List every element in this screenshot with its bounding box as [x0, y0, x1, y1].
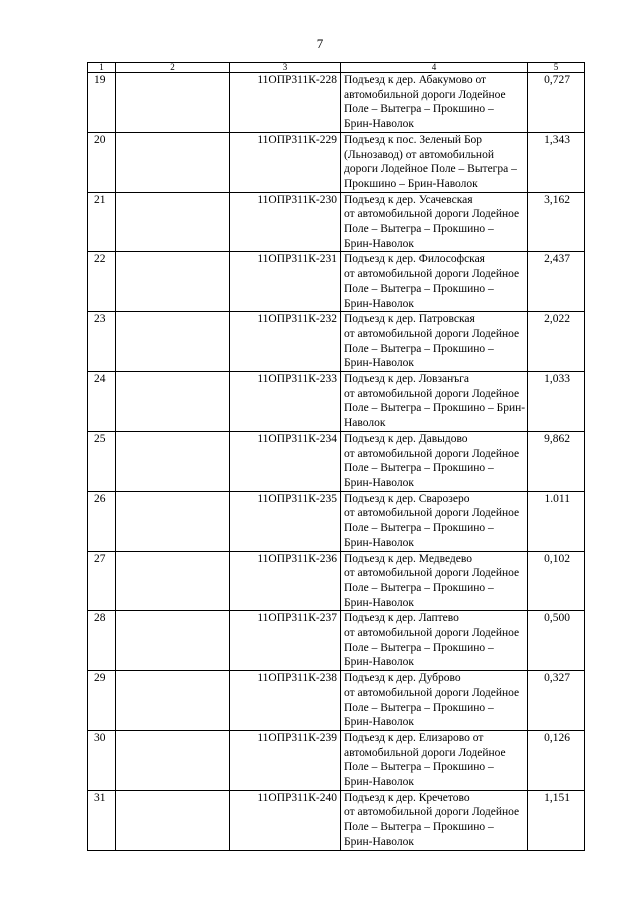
- row-number-cell: 22: [88, 252, 116, 312]
- road-length-cell: 0,500: [528, 611, 585, 671]
- empty-cell: [116, 252, 230, 312]
- road-code-cell: 11ОПР311К-231: [230, 252, 341, 312]
- road-name-line: Поле – Вытегра – Прокшино –: [344, 821, 494, 834]
- road-name-cell: [341, 132, 528, 192]
- row-number-cell: 21: [88, 192, 116, 252]
- road-length-cell: 0,327: [528, 671, 585, 731]
- empty-cell: [116, 431, 230, 491]
- road-name-line: Брин-Наволок: [344, 835, 414, 848]
- road-name-line: Поле – Вытегра – Прокшино –: [344, 581, 494, 594]
- table-row: [88, 671, 585, 731]
- road-code-cell: 11ОПР311К-235: [230, 491, 341, 551]
- road-name-line: Подъезд к дер. Дуброво: [344, 672, 461, 685]
- table-row: [88, 611, 585, 671]
- empty-cell: [116, 491, 230, 551]
- road-name-cell: [341, 192, 528, 252]
- road-name-line: Подъезд к дер. Сварозеро: [344, 492, 470, 505]
- road-name-line: Подъезд к пос. Зеленый Бор: [344, 133, 483, 146]
- road-name-cell: [341, 671, 528, 731]
- row-number-cell: 31: [88, 790, 116, 850]
- road-name-line: от автомобильной дороги Лодейное: [344, 327, 520, 340]
- road-name-line: Подъезд к дер. Лаптево: [344, 612, 459, 625]
- road-name-line: от автомобильной дороги Лодейное: [344, 208, 520, 221]
- road-length-cell: 2,022: [528, 312, 585, 372]
- road-name-line: от автомобильной дороги Лодейное: [344, 507, 520, 520]
- road-name-line: от автомобильной дороги Лодейное: [344, 806, 520, 819]
- road-length-cell: 0,126: [528, 730, 585, 790]
- road-length-cell: 0,727: [528, 73, 585, 133]
- road-code-cell: 11ОПР311К-239: [230, 730, 341, 790]
- road-name-line: от автомобильной дороги Лодейное: [344, 387, 520, 400]
- road-name-line: Поле – Вытегра – Прокшино –: [344, 761, 494, 774]
- road-name-cell: [341, 252, 528, 312]
- road-name-line: Брин-Наволок: [344, 297, 414, 310]
- road-name-line: Поле – Вытегра – Прокшино – Брин-: [344, 402, 526, 415]
- road-code-cell: 11ОПР311К-238: [230, 671, 341, 731]
- row-number-cell: 20: [88, 132, 116, 192]
- road-name-line: Поле – Вытегра – Прокшино –: [344, 641, 494, 654]
- header-cell: 4: [341, 63, 528, 73]
- row-number-cell: 19: [88, 73, 116, 133]
- road-name-line: от автомобильной дороги Лодейное: [344, 268, 520, 281]
- table-row: [88, 372, 585, 432]
- road-length-cell: 1.011: [528, 491, 585, 551]
- road-name-line: Подъезд к дер. Патровская: [344, 313, 475, 326]
- empty-cell: [116, 671, 230, 731]
- empty-cell: [116, 611, 230, 671]
- road-name-line: Подъезд к дер. Философская: [344, 253, 485, 266]
- road-name-line: Подъезд к дер. Ловзанъга: [344, 373, 470, 386]
- road-name-line: Брин-Наволок: [344, 237, 414, 250]
- table-row: [88, 551, 585, 611]
- road-length-cell: 1,151: [528, 790, 585, 850]
- road-code-cell: 11ОПР311К-234: [230, 431, 341, 491]
- road-name-line: Брин-Наволок: [344, 716, 414, 729]
- road-name-line: Брин-Наволок: [344, 118, 414, 131]
- road-code-cell: 11ОПР311К-230: [230, 192, 341, 252]
- table-row: [88, 252, 585, 312]
- road-code-cell: 11ОПР311К-237: [230, 611, 341, 671]
- header-cell: 3: [230, 63, 341, 73]
- table-row: [88, 790, 585, 850]
- road-name-cell: [341, 312, 528, 372]
- road-name-line: Поле – Вытегра – Прокшино –: [344, 462, 494, 475]
- row-number-cell: 26: [88, 491, 116, 551]
- page-number: 7: [316, 36, 324, 51]
- road-name-line: Наволок: [344, 417, 386, 430]
- road-name-line: от автомобильной дороги Лодейное: [344, 567, 520, 580]
- road-name-line: Брин-Наволок: [344, 536, 414, 549]
- road-name-cell: [341, 551, 528, 611]
- roads-table: [87, 62, 585, 851]
- road-name-line: Брин-Наволок: [344, 656, 414, 669]
- road-name-line: Подъезд к дер. Кречетово: [344, 791, 470, 804]
- road-name-line: Поле – Вытегра – Прокшино –: [344, 282, 494, 295]
- road-name-cell: [341, 730, 528, 790]
- row-number-cell: 24: [88, 372, 116, 432]
- table-row: [88, 730, 585, 790]
- empty-cell: [116, 132, 230, 192]
- row-number-cell: 23: [88, 312, 116, 372]
- road-code-cell: 11ОПР311К-233: [230, 372, 341, 432]
- table-header-row: [88, 63, 585, 73]
- empty-cell: [116, 372, 230, 432]
- road-name-line: Брин-Наволок: [344, 776, 414, 789]
- road-code-cell: 11ОПР311К-236: [230, 551, 341, 611]
- header-cell: 2: [116, 63, 230, 73]
- row-number-cell: 27: [88, 551, 116, 611]
- road-name-cell: [341, 790, 528, 850]
- road-name-cell: [341, 73, 528, 133]
- empty-cell: [116, 192, 230, 252]
- road-length-cell: 9,862: [528, 431, 585, 491]
- road-name-line: Брин-Наволок: [344, 596, 414, 609]
- road-code-cell: 11ОПР311К-240: [230, 790, 341, 850]
- road-name-line: от автомобильной дороги Лодейное: [344, 627, 520, 640]
- road-name-line: Подъезд к дер. Усачевская: [344, 193, 473, 206]
- road-code-cell: 11ОПР311К-229: [230, 132, 341, 192]
- road-name-line: от автомобильной дороги Лодейное: [344, 447, 520, 460]
- road-name-line: автомобильной дороги Лодейное: [344, 88, 506, 101]
- empty-cell: [116, 730, 230, 790]
- road-name-line: Поле – Вытегра – Прокшино –: [344, 522, 494, 535]
- road-name-cell: [341, 491, 528, 551]
- road-length-cell: 2,437: [528, 252, 585, 312]
- table-row: [88, 132, 585, 192]
- road-name-line: Поле – Вытегра – Прокшино –: [344, 342, 494, 355]
- header-cell: 5: [528, 63, 585, 73]
- row-number-cell: 30: [88, 730, 116, 790]
- empty-cell: [116, 312, 230, 372]
- row-number-cell: 28: [88, 611, 116, 671]
- empty-cell: [116, 551, 230, 611]
- road-name-cell: [341, 611, 528, 671]
- road-name-line: автомобильной дороги Лодейное: [344, 746, 506, 759]
- road-name-line: дороги Лодейное Поле – Вытегра –: [344, 163, 517, 176]
- road-name-line: (Льнозавод) от автомобильной: [344, 148, 494, 161]
- road-length-cell: 1,033: [528, 372, 585, 432]
- row-number-cell: 25: [88, 431, 116, 491]
- road-name-cell: [341, 431, 528, 491]
- header-cell: 1: [88, 63, 116, 73]
- road-name-line: Поле – Вытегра – Прокшино –: [344, 223, 494, 236]
- road-name-line: Прокшино – Брин-Наволок: [344, 177, 478, 190]
- road-name-line: Поле – Вытегра – Прокшино –: [344, 103, 494, 116]
- road-name-line: Подъезд к дер. Елизарово от: [344, 731, 484, 744]
- road-name-line: Брин-Наволок: [344, 476, 414, 489]
- road-code-cell: 11ОПР311К-228: [230, 73, 341, 133]
- table-row: [88, 431, 585, 491]
- road-name-line: Брин-Наволок: [344, 357, 414, 370]
- road-length-cell: 3,162: [528, 192, 585, 252]
- road-name-line: Подъезд к дер. Давыдово: [344, 432, 468, 445]
- road-name-cell: [341, 372, 528, 432]
- empty-cell: [116, 790, 230, 850]
- table-row: [88, 491, 585, 551]
- road-name-line: от автомобильной дороги Лодейное: [344, 686, 520, 699]
- table-row: [88, 192, 585, 252]
- road-name-line: Подъезд к дер. Абакумово от: [344, 74, 487, 86]
- road-code-cell: 11ОПР311К-232: [230, 312, 341, 372]
- road-length-cell: 0,102: [528, 551, 585, 611]
- road-length-cell: 1,343: [528, 132, 585, 192]
- empty-cell: [116, 73, 230, 133]
- row-number-cell: 29: [88, 671, 116, 731]
- road-name-line: Подъезд к дер. Медведево: [344, 552, 472, 565]
- table-row: [88, 312, 585, 372]
- road-name-line: Поле – Вытегра – Прокшино –: [344, 701, 494, 714]
- table-row: [88, 73, 585, 133]
